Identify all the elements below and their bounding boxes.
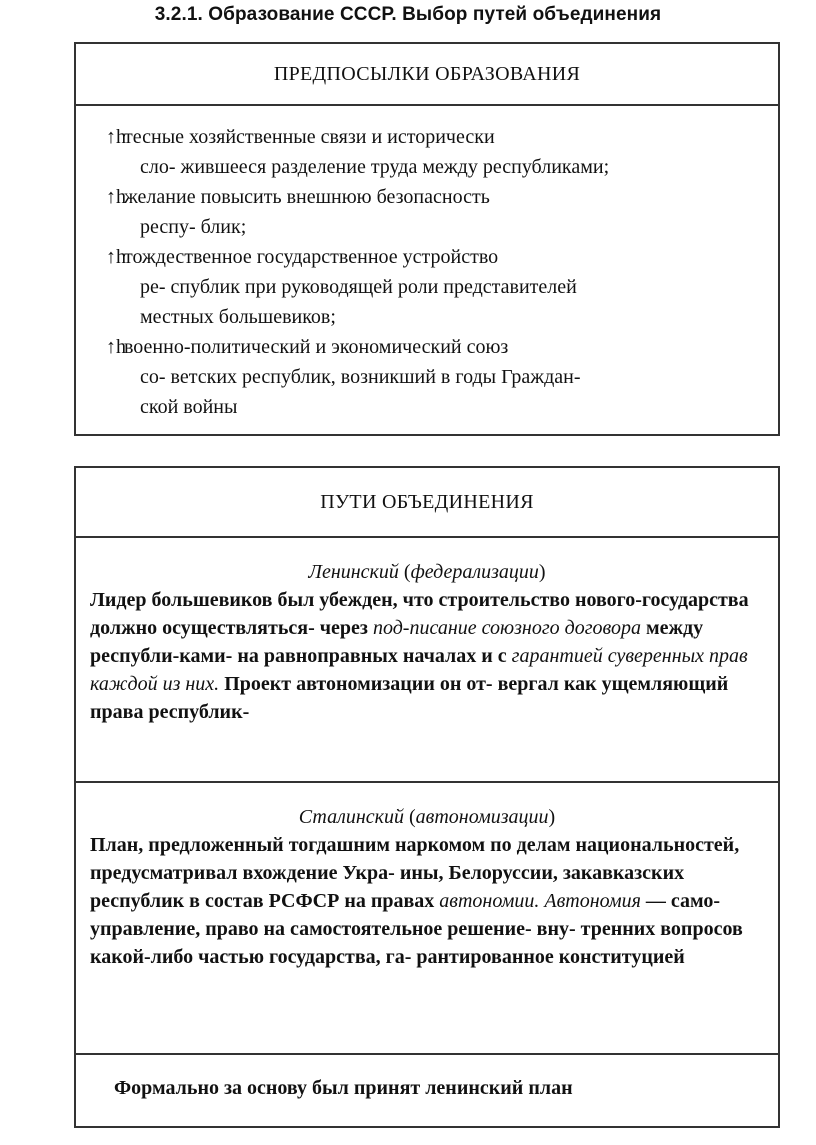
- lenin-text-italic: под-писание союзного договора: [372, 617, 641, 639]
- list-item-text: военно-политический и экономический союз: [124, 336, 509, 358]
- arrow-up-icon: ↑h: [106, 126, 126, 148]
- stalin-text-italic: автономии. Автономия: [439, 890, 641, 912]
- list-item: [106, 122, 748, 182]
- lenin-text-italic: гарантией суверенных прав каждой из них.: [90, 645, 748, 695]
- prerequisites-list: [76, 106, 778, 422]
- list-item-text: ре- спублик при руководящей роли представителей: [140, 276, 577, 298]
- list-item-text: местных большевиков;: [140, 306, 336, 328]
- paren-close: ): [538, 561, 546, 583]
- paren-open: (: [398, 561, 411, 583]
- stalin-title: [90, 803, 764, 831]
- conclusion-text: Формально за основу был принят ленинский план: [114, 1077, 573, 1099]
- stalin-text-part: — само- управление, право на самостоятельное решение- вну- тренних вопросов какой-либо частью государства, га- рантированное конституцией: [90, 890, 743, 968]
- list-item: [106, 332, 748, 422]
- stalin-text: [90, 831, 764, 971]
- lenin-title: [90, 558, 764, 586]
- lenin-text-part: Проект автономизации он от- вергал как ущемляющий права республик-: [90, 673, 729, 723]
- page-title: 3.2.1. Образование СССР. Выбор путей объединения: [154, 4, 662, 25]
- stalin-text-part: План, предложенный тогдашним наркомом по делам национальностей, предусматривал вхождение Укра- ины, Белоруссии, закавказских республик в состав РСФСР на правах: [90, 834, 740, 912]
- arrow-up-icon: ↑h: [106, 336, 126, 358]
- list-item-text: тождественное государственное устройство: [124, 246, 499, 268]
- list-item-text: сло- жившееся разделение труда между республиками;: [140, 156, 610, 178]
- stalin-section: [76, 783, 778, 1055]
- list-item-text: ской войны: [140, 396, 238, 418]
- arrow-up-icon: ↑h: [106, 246, 126, 268]
- lenin-title-method: федерализации: [410, 561, 539, 583]
- lenin-section: [76, 538, 778, 783]
- arrow-up-icon: ↑h: [106, 186, 126, 208]
- stalin-title-name: Сталинский: [298, 806, 404, 828]
- lenin-title-name: Ленинский: [308, 561, 399, 583]
- paren-close: ): [548, 806, 556, 828]
- lenin-text-part: между республи-ками- на равноправных началах и с: [90, 617, 704, 667]
- list-item-text: респу- блик;: [140, 216, 247, 238]
- lenin-text: [90, 586, 764, 726]
- list-item: [106, 242, 748, 332]
- prerequisites-box: [74, 42, 780, 436]
- list-item-text: желание повысить внешнюю безопасность: [124, 186, 490, 208]
- lenin-text-part: Лидер большевиков был убежден, что строительство нового-государства должно осуществляться- через: [90, 589, 749, 639]
- list-item-text: со- ветских республик, возникший в годы Граждан-: [140, 366, 581, 388]
- list-item-text: тесные хозяйственные связи и исторически: [124, 126, 495, 148]
- prerequisites-header: ПРЕДПОСЫЛКИ ОБРАЗОВАНИЯ: [76, 44, 778, 106]
- ways-header: ПУТИ ОБЪЕДИНЕНИЯ: [76, 468, 778, 538]
- list-item: [106, 182, 748, 242]
- ways-box: [74, 466, 780, 1128]
- paren-open: (: [403, 806, 416, 828]
- stalin-title-method: автономизации: [415, 806, 549, 828]
